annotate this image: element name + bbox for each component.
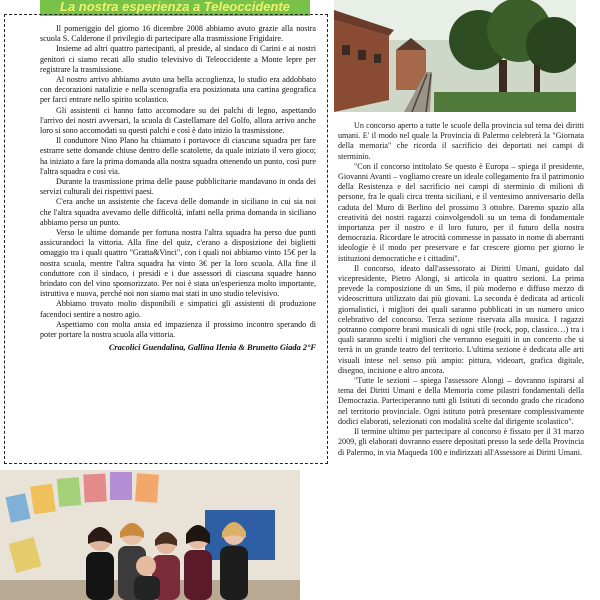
camp-photo: [334, 0, 576, 112]
left-paragraph: Al nostro arrivo abbiamo avuto una bella accoglienza, lo studio era addobbato con decorazioni natalizie e nella scenografia era posizionata una cartina geografica per farci entrare nello spirito scolastico.: [40, 75, 316, 105]
left-article: [40, 24, 316, 354]
left-paragraph: Abbiamo trovato molto disponibili e simpatici gli assistenti di produzione facendoci sentire a nostro agio.: [40, 299, 316, 319]
students-photo: [0, 470, 300, 600]
left-paragraph: Il pomeriggio del giorno 16 dicembre 2008 abbiamo avuto grazie alla nostra scuola S. Calderone il privilegio di partecipare alla trasmissione Frigidaire.: [40, 24, 316, 44]
right-paragraph: "Tutte le sezioni – spiega l'assessore Alongi – dovranno ispirarsi al tema dei Diritti Umani e della Memoria come pilastri fondamentali della Democrazia. Parteciperanno tutti gli Istituti di secondo grado che ricadono nel territorio provinciale. Ogni istituto potrà presentare complessivamente dodici elaborati, selezionati con modalità scelte dal dirigente scolastico".: [338, 376, 584, 426]
right-article: [338, 121, 584, 458]
right-paragraph: "Con il concorso intitolato Se questo è Europa – spiega il presidente, Giovanni Avanti – vogliamo creare un ideale collegamento fra il patrimonio della Resistenza e del sacrificio nei campi di sterminio di milioni di persone, fra le quali circa trenta siciliani, e il ventesimo anniversario della caduta del Muro di Berlino del prossimo 3 ottobre. Daremo spazio alla creatività dei nostri ragazzi coinvolgendoli su un tema di fondamentale importanza per il nostro e il loro futuro, per il futuro della nostra democrazia. Ricordare le atrocità commesse in passato in nome di aberranti ideologie è il modo per preservare e far crescere giorno per giorno le istituzioni democratiche e i cittadini".: [338, 161, 584, 263]
left-paragraph: Aspettiamo con molta ansia ed impazienza il prossimo incontro sperando di poter portare la nostra scuola alla vittoria.: [40, 319, 316, 340]
left-paragraph: Insieme ad altri quattro partecipanti, al preside, al sindaco di Carini e ai nostri genitori ci siamo recati allo studio televisivo di Teleoccidente a Monte lepre per registrare la trasmissione.: [40, 44, 316, 74]
right-paragraph: Il concorso, ideato dall'assessorato ai Diritti Umani, guidato dal vicepresidente, Pietro Alongi, si articola in quattro sezioni. La prima prevede la composizione di un Sms, il più moderno e diffuso mezzo di videoscrittura utilizzato dai più giovani. La seconda è dedicata ad articoli giornalistici, i migliori dei quali saranno pubblicati in un numero unico celebrativo del concorso. Terza sezione riservata alla musica. I ragazzi potranno comporre brani musicali di ogni stile (rock, pop, classico…) tra i quali saranno scelti i migliori che verranno eseguiti in un concerto che si terrà in un grande teatro del territorio. L'ultima sezione è dedicata alle arti visuali intese nel senso più ampio: pittura, videoart, grafica digitale, disegno, incisione e altro ancora.: [338, 263, 584, 375]
camp-photo-image: [334, 0, 576, 112]
article-signature: Cracolici Guendalina, Gallina Ilenia & Brunetto Giada 2°F: [108, 343, 316, 353]
left-paragraph: Verso le ultime domande per fortuna nostra l'altra squadra ha perso due punti assicurandoci la vittoria. Alla fine del quiz, c'erano a disposizione dei biglietti omaggio tra i quali quattro "Gratta&Vinci", con i quali noi abbiamo vinto 15€ per la nostra scuola, mentre l'altra squadra ha vinto 3€ per la loro scuola. Alla fine il conduttore con il sindaco, i presidi e i due assessori di ciascuna squadre hanno brindato con del vino sponsorizzato. Per noi è stata un'esperienza molto importante, istruttiva e nuova, perché noi non siamo mai stati in uno studio televisivo.: [40, 228, 316, 299]
right-paragraph: Il termine ultimo per partecipare al concorso è fissato per il 31 marzo 2009, gli elaborati dovranno essere depositati presso la sede della Provincia di Palermo, in via Maqueda 100 e indirizzati all'Assessore ai Diritti Umani.: [338, 427, 584, 457]
left-paragraph: C'era anche un assistente che faceva delle domande in siciliano in cui sia noi che l'altra squadra avevamo delle difficoltà, infatti nella prima domanda in siciliano abbiamo perso un punto.: [40, 197, 316, 227]
left-paragraph: Durante la trasmissione prima delle pause pubblicitarie mandavano in onda dei servizi culturali dei rispettivi paesi.: [40, 177, 316, 197]
left-paragraph: Il conduttore Nino Plano ha chiamato i portavoce di ciascuna squadra per fare estrarre sette domande chiuse dentro delle scatolette, da quale iniziato il vero gioco; ha iniziato a fare la prima domanda alla nostra squadra ottenendo un punto, così pure l'altra squadra e così via.: [40, 136, 316, 176]
article-title: La nostra esperienza a Teleoccidente: [60, 0, 290, 14]
right-paragraph: Un concorso aperto a tutte le scuole della provincia sul tema dei diritti umani. E' il modo nel quale la Provincia di Palermo celebrerà la "Giornata della memoria" che ricorda il sacrificio dei deportati nei campi di sterminio.: [338, 121, 584, 161]
left-paragraph: Gli assistenti ci hanno fatto accomodare su dei palchi di legno, aspettando l'arrivo dei nostri avversari, la scuola di Castellamare del Golfo, allora arrivo anche loro si sono accomodati su questi palchi e così è dato inizio la trasmissione.: [40, 105, 316, 136]
students-photo-image: [0, 470, 300, 600]
